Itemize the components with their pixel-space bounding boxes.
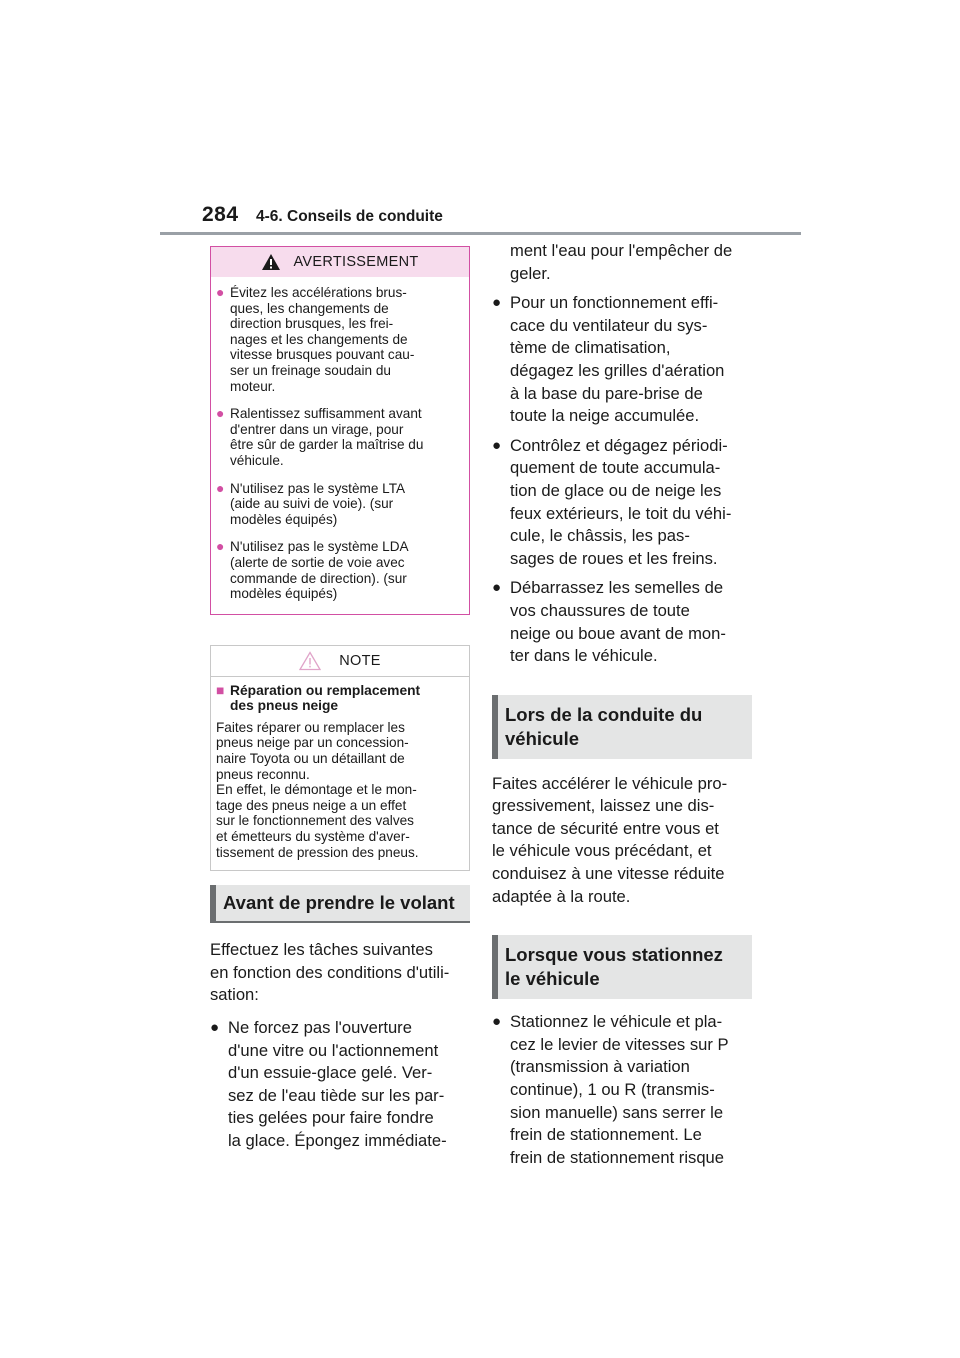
bullet-icon: ● — [216, 479, 225, 496]
warning-item — [216, 539, 461, 601]
before-driving-intro: Effectuez les tâches suivantes en fonction des conditions d'utili- sation: — [210, 940, 450, 1005]
heading-while-driving: Lors de la conduite du véhicule — [492, 695, 752, 759]
section-title: 4-6. Conseils de conduite — [256, 208, 443, 225]
warning-header — [211, 247, 469, 277]
warning-item — [216, 406, 461, 468]
warning-triangle-icon — [261, 253, 281, 271]
list-item — [492, 577, 752, 667]
note-label: NOTE — [339, 652, 381, 669]
list-item-text: Pour un fonctionnement effi- cace du ventilateur du sys- tème de climatisation, dégagez les grilles d'aération à la base du pare-brise de toute la neige accumulée. — [510, 293, 725, 426]
warning-item-text: N'utilisez pas le système LTA (aide au suivi de voie). (sur modèles équipés) — [230, 480, 406, 527]
heading-parking: Lorsque vous stationnez le véhicule — [492, 935, 752, 999]
warning-item-text: Ralentissez suffisamment avant d'entrer dans un virage, pour être sûr de garder la maîtrise du véhicule. — [230, 406, 424, 468]
list-item — [492, 292, 752, 428]
left-column — [210, 246, 470, 1153]
bullet-icon: ● — [492, 1013, 502, 1031]
warning-item — [216, 285, 461, 394]
heading-before-driving: Avant de prendre le volant — [210, 885, 470, 923]
list-item-text: Débarrassez les semelles de vos chaussures de toute neige ou boue avant de mon- ter dans le véhicule. — [510, 578, 726, 666]
warning-body — [211, 277, 469, 614]
note-box — [210, 645, 470, 872]
bullet-icon: ● — [216, 284, 225, 300]
header-rule — [160, 232, 801, 235]
list-item-continuation: ment l'eau pour l'empêcher de geler. — [510, 241, 733, 283]
note-title — [216, 683, 463, 714]
bullet-icon: ● — [210, 1019, 220, 1036]
bullet-icon: ● — [216, 538, 225, 555]
bullet-icon: ● — [492, 294, 502, 312]
bullet-icon: ● — [216, 405, 225, 422]
list-item-text: Ne forcez pas l'ouverture d'une vitre ou l'actionnement d'un essuie-glace gelé. Ver- sez de l'eau tiède sur les par- ties gelées pour faire fondre la glace. Épongez immédiate- — [228, 1018, 447, 1150]
bullet-icon: ● — [492, 436, 502, 454]
square-bullet-icon: ■ — [216, 682, 225, 698]
list-item — [492, 435, 752, 571]
page-number: 284 — [202, 203, 239, 226]
warning-item — [216, 481, 461, 528]
while-driving-text: Faites accélérer le véhicule pro- gressivement, laissez une dis- tance de sécurité entre vous et le véhicule vous précédant, et conduisez à une vitesse réduite adaptée à la route. — [492, 773, 728, 906]
list-item — [210, 1017, 470, 1153]
note-text: Faites réparer ou remplacer les pneus neige par un concession- naire Toyota ou un détaillant de pneus reconnu. En effet, le démontage et le mon- tage des pneus neige a un effet sur le fonctionnement des valves et émetteurs du système d'aver- tissement de pression des pneus. — [216, 719, 419, 860]
note-header — [211, 646, 469, 677]
list-item-text: Contrôlez et dégagez périodi- quement de toute accumula- tion de glace ou de neige les feux extérieurs, le toit du véhi- cule, le châssis, les pas- sages de roues et les freins. — [510, 435, 732, 568]
warning-item-text: N'utilisez pas le système LDA (alerte de sortie de voie avec commande de direction). (sur modèles équipés) — [230, 539, 409, 602]
note-body — [211, 677, 469, 871]
warning-item-text: Évitez les accélérations brus- ques, les changements de direction brusques, les frei- nages et les changements de vitesse brusques pouvant cau- ser un freinage soudain du moteur. — [230, 285, 415, 394]
warning-box — [210, 246, 470, 615]
caution-triangle-outline-icon — [299, 651, 321, 671]
right-column — [492, 240, 752, 1169]
bullet-icon: ● — [492, 579, 502, 597]
note-title-text: Réparation ou remplacement des pneus neige — [230, 682, 421, 714]
warning-label: AVERTISSEMENT — [293, 254, 419, 270]
page-header — [0, 0, 960, 240]
list-item — [492, 1011, 752, 1169]
list-item-text: Stationnez le véhicule et pla- cez le levier de vitesses sur P (transmission à variation continue), 1 ou R (transmis- sion manuelle) sans serrer le frein de stationnement. Le frein de stationnement risque — [510, 1012, 729, 1167]
